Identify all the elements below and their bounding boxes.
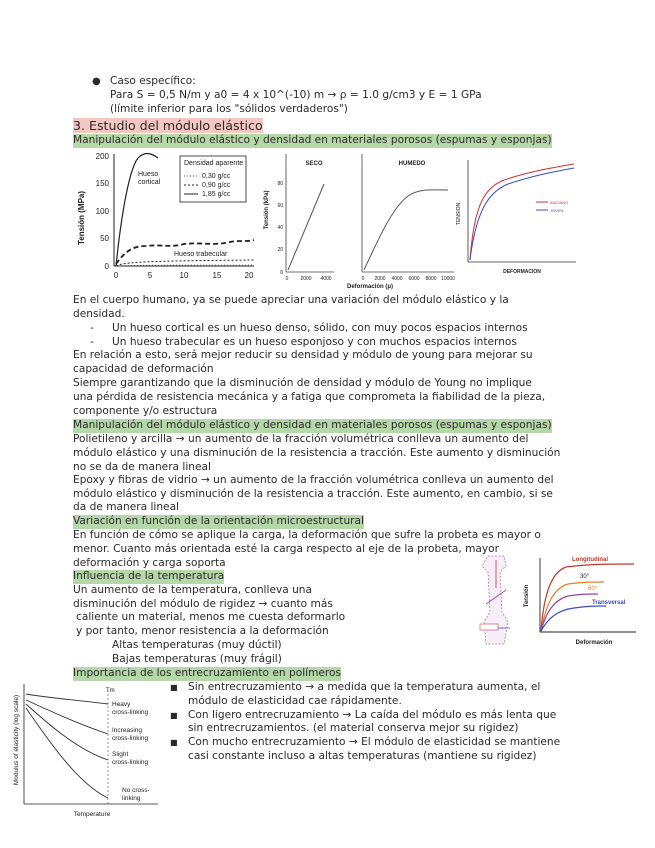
fig1-label-cortical-1: Hueso: [138, 171, 159, 178]
figure-crosslinking-chart: [8, 680, 160, 820]
para4-line6: Bajas temperaturas (muy frágil): [112, 653, 282, 665]
fig1-ytick-200: 200: [95, 152, 109, 161]
fig1-xtick-0: 0: [113, 271, 119, 280]
subheading-5: Importancia de los entrecruzamiento en polímeros: [73, 667, 342, 679]
fig5-label-slight-2: cross-linking: [112, 759, 149, 766]
dash-2: -: [90, 336, 94, 348]
square-bullet-2: ■: [170, 711, 178, 720]
figure-orientation-chart: [518, 552, 640, 648]
para1-line5: Siempre garantizando que la disminución de densidad y módulo de Young no implique: [73, 377, 532, 389]
bullets5-b2a: Con ligero entrecruzamiento → La caída del módulo es más lenta que: [188, 709, 557, 721]
fig2-xlabel: Deformación (μ): [346, 284, 394, 290]
para4-line1: Un aumento de la temperatura, conlleva una: [73, 584, 313, 596]
para1-line2: densidad.: [73, 308, 125, 320]
para1-line6: una pérdida de resistencia mecánica y a fatiga que comprometa la fiabilidad de la pieza,: [73, 391, 546, 403]
fig1-ytick-150: 150: [95, 179, 109, 188]
fig1-label-cortical-2: cortical: [138, 179, 161, 186]
fig2-seco-line: [288, 184, 324, 270]
bullets5-b1b: módulo de elasticidad cae rápidamente.: [188, 695, 402, 707]
para3-line2: menor. Cuanto más orientada esté la carga respecto al eje de la probeta, mayor: [73, 543, 500, 555]
fig5-label-none-2: linking: [122, 795, 141, 802]
figure-age-chart: [454, 156, 580, 278]
fig4-label-longitudinal: Longitudinal: [572, 557, 608, 563]
para2-line3: no se da de manera lineal: [73, 461, 211, 473]
para3-line3: deformación y carga soporta: [73, 557, 226, 569]
fig1-legend-030: 0,30 g/cc: [202, 173, 231, 180]
caso-line3: (límite inferior para los "sólidos verdaderos"): [110, 103, 348, 115]
fig5-label-increasing-1: Increasing: [112, 727, 142, 734]
para2-line1: Polietileno y arcilla → un aumento de la fracción volumétrica conlleva un aumento del: [73, 433, 529, 445]
fig1-ytick-100: 100: [95, 207, 109, 216]
fig5-label-increasing-2: cross-linking: [112, 735, 149, 742]
fig1-ylabel: Tensión (MPa): [77, 190, 86, 246]
fig1-ytick-0: 0: [104, 262, 109, 271]
fig2-ytick-0: 0: [280, 270, 283, 276]
para2-line5: módulo elástico y disminución de la resistencia a tracción. Este aumento, en cambio, si se: [73, 488, 553, 500]
para4-line2: disminución del módulo de rigidez → cuanto más: [73, 598, 333, 610]
fig2-x2-10000: 10000: [441, 276, 455, 282]
fig2-humedo-curve: [364, 190, 448, 270]
fig1-xtick-10: 10: [179, 271, 189, 280]
fig1-xtick-20: 20: [244, 271, 254, 280]
para1-line4: capacidad de deformación: [73, 363, 214, 375]
fig4-label-transversal: Transversal: [592, 600, 626, 606]
square-bullet-1: ■: [170, 683, 178, 692]
fig2-x2-0: 0: [361, 276, 365, 282]
para2-line2: módulo elástico y una disminución de la resistencia a tracción. Este aumento y disminución: [73, 447, 561, 459]
subheading-4: Influencia de la temperatura: [73, 570, 225, 582]
fig5-label-none-1: No cross-: [122, 787, 150, 794]
bullet-dot: ●: [92, 76, 101, 87]
fig2-ytick-20: 20: [277, 247, 283, 253]
fig3-xlabel: DEFORMACION: [503, 269, 541, 275]
fig5-tm: Tm: [106, 688, 115, 694]
fig1-ytick-50: 50: [100, 234, 109, 243]
fig1-xtick-15: 15: [212, 271, 222, 280]
para1-line7: componente y/o estructura: [73, 405, 218, 417]
para4-line3: caliente un material, menos me cuesta deformarlo: [76, 611, 346, 623]
fig2-ytick-60: 60: [277, 203, 283, 209]
subheading-3: Variación en función de la orientación microestructural: [73, 515, 364, 527]
fig2-x2-8000: 8000: [425, 276, 437, 282]
para1-dash1: Un hueso cortical es un hueso denso, sólido, con muy pocos espacios internos: [112, 322, 528, 334]
figure-bone-stress-chart: [74, 148, 260, 290]
fig2-x2-2000: 2000: [374, 276, 386, 282]
para1-line3: En relación a esto, será mejor reducir su densidad y módulo de young para mejorar su: [73, 349, 533, 361]
fig3-legend-joven: JOVEN: [550, 208, 564, 213]
fig2-ytick-80: 80: [277, 181, 283, 187]
fig1-label-trabecular: Hueso trabecular: [174, 251, 228, 258]
fig2-x2-4000: 4000: [391, 276, 403, 282]
caso-bullet: Caso específico:: [110, 75, 196, 87]
para3-line1: En función de cómo se aplique la carga, la deformación que sufre la probeta es mayor o: [73, 529, 541, 541]
square-bullet-3: ■: [170, 738, 178, 747]
fig5-curve-none: [26, 708, 108, 798]
fig1-legend-title: Densidad aparente: [184, 160, 244, 167]
fig3-legend-anciano: ANCIANO: [550, 200, 569, 205]
fig4-ylabel: Tensión: [524, 584, 530, 608]
bullets5-b3a: Con mucho entrecruzamiento → El módulo de elasticidad se mantiene: [188, 736, 561, 748]
fig1-legend-185: 1,85 g/cc: [202, 191, 231, 198]
subheading-2: Manipulación del módulo elástico y densidad en materiales porosos (espumas y esponjas): [73, 419, 552, 431]
fig4-label-60: 60°: [588, 586, 598, 592]
fig4-xlabel: Deformación: [575, 640, 613, 646]
fig2-panel1-title: SECO: [305, 161, 323, 167]
fig5-curve-slight: [26, 704, 108, 760]
fig3-ylabel: TENSION: [456, 202, 462, 226]
fig1-xtick-5: 5: [147, 271, 153, 280]
para2-line6: da de manera lineal: [73, 501, 180, 513]
para1-line1: En el cuerpo humano, ya se puede apreciar una variación del módulo elástico y la: [73, 294, 509, 306]
fig2-panel2-title: HUMEDO: [398, 161, 426, 167]
para4-line4: y por tanto, menor resistencia a la deformación: [76, 625, 329, 637]
fig2-x1-0: 0: [285, 276, 289, 282]
fig2-x1-2000: 2000: [300, 276, 312, 282]
para4-line5: Altas temperaturas (muy dúctil): [112, 639, 282, 651]
fig5-label-heavy-2: cross-linking: [112, 709, 149, 716]
bullets5-b3b: casi constante incluso a altas temperaturas (mantiene su rigidez): [188, 750, 537, 762]
bullets5-b2b: sin entrecruzamientos. (el material conserva mejor su rigidez): [188, 722, 519, 734]
fig2-x1-4000: 4000: [320, 276, 332, 282]
fig5-curve-heavy: [26, 694, 108, 704]
fig2-x2-6000: 6000: [408, 276, 420, 282]
fig5-curve-increasing: [26, 700, 108, 734]
bullets5-b1a: Sin entrecruzamiento → a medida que la temperatura aumenta, el: [188, 681, 541, 693]
fig3-curve-joven: [470, 168, 574, 260]
figure-dry-wet-chart: [262, 150, 458, 290]
para1-dash2: Un hueso trabecular es un hueso esponjoso y con muchos espacios internos: [112, 336, 517, 348]
subheading-1: Manipulación del módulo elástico y densidad en materiales porosos (espumas y esponjas): [73, 134, 552, 146]
fig1-legend-090: 0,90 g/cc: [202, 182, 231, 189]
section-title: 3. Estudio del módulo elástico: [73, 118, 263, 133]
fig2-ytick-40: 40: [277, 225, 283, 231]
fig4-label-30: 30°: [580, 574, 590, 580]
fig5-label-heavy-1: Heavy: [112, 701, 131, 708]
dash-1: -: [90, 322, 94, 334]
fig4-curve-transversal: [541, 606, 606, 631]
fig5-xlabel: Temperature: [73, 811, 111, 818]
fig5-ylabel: Modulus of elasticity (log scale): [13, 694, 20, 786]
fig5-label-slight-1: Slight: [112, 751, 129, 758]
fig2-ylabel: Tensión (kPa): [264, 190, 270, 230]
fig4-curve-60: [541, 594, 598, 631]
caso-line2: Para S = 0,5 N/m y a0 = 4 x 10^(-10) m → ρ = 1.0 g/cm3 y E = 1 GPa: [110, 89, 482, 101]
para2-line4: Epoxy y fibras de vidrio → un aumento de la fracción volumétrica conlleva un aumento del: [73, 474, 554, 486]
figure-specimen-drawing: [474, 552, 518, 648]
